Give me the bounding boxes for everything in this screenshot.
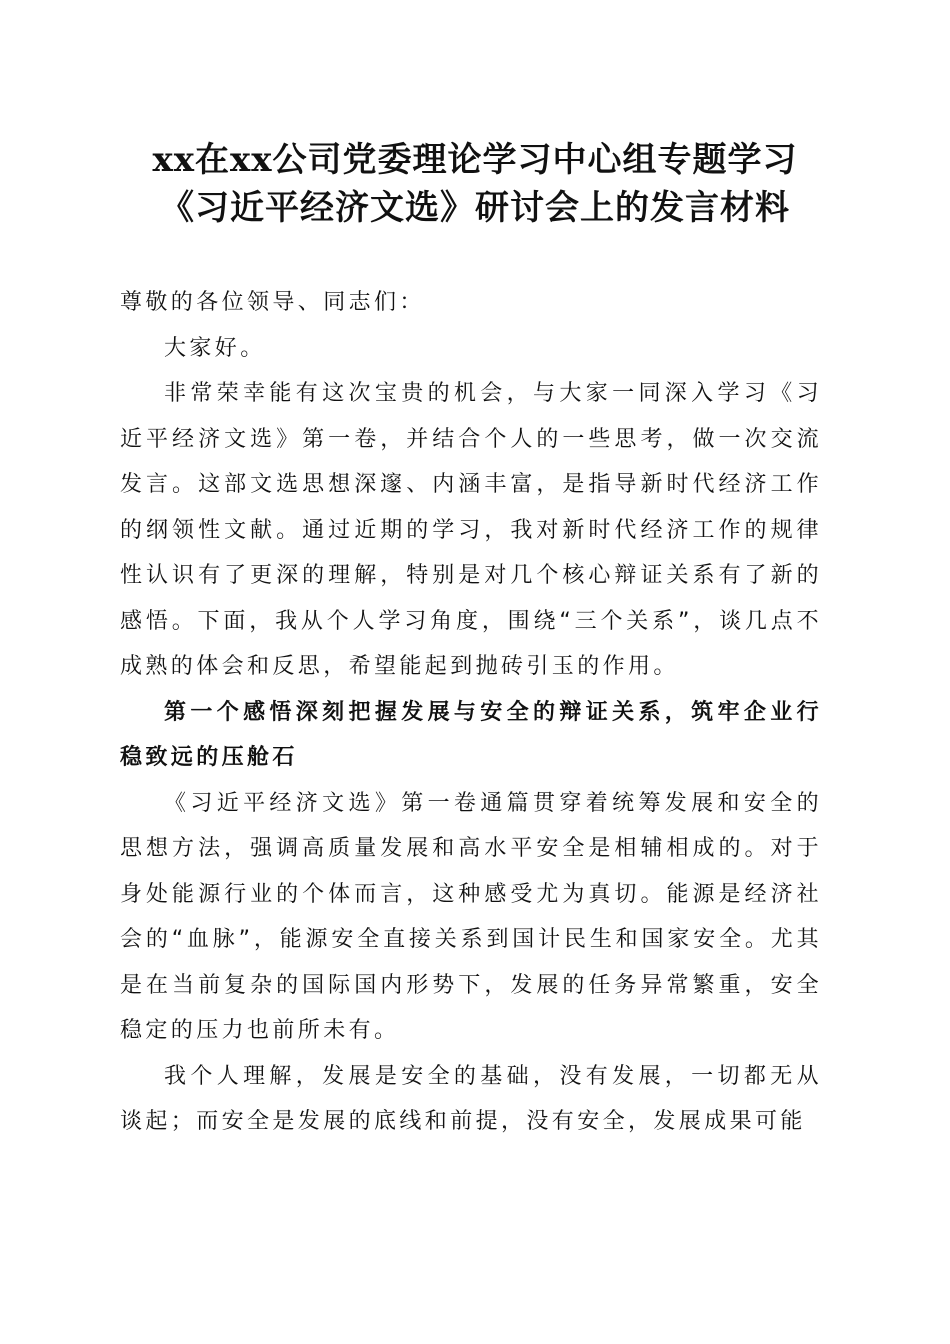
title-line-2: 《习近平经济文选》研讨会上的发言材料 xyxy=(160,188,790,228)
salutation: 尊敬的各位领导、同志们： xyxy=(120,290,425,315)
body-paragraph: 《习近平经济文选》第一卷通篇贯穿着统筹发展和安全的思想方法，强调高质量发展和高水平安全是相辅相成的。对于身处能源行业的个体而言，这种感受尤为真切。能源是经济社会的“血脉”，能源安全直接关系到国计民生和国家安全。尤其是在当前复杂的国际国内形势下，发展的任务异常繁重，安全稳定的压力也前所未有。 xyxy=(120,790,822,1043)
section-heading: 第一个感悟深刻把握发展与安全的辩证关系，筑牢企业行稳致远的压舱石 xyxy=(120,699,822,770)
body-paragraph: 我个人理解，发展是安全的基础，没有发展，一切都无从谈起；而安全是发展的底线和前提，没有安全，发展成果可能 xyxy=(120,1063,822,1134)
greeting: 大家好。 xyxy=(164,335,266,361)
title-line-1: xx在xx公司党委理论学习中心组专题学习 xyxy=(152,140,798,180)
document-title xyxy=(120,136,830,232)
document-body xyxy=(120,280,822,1145)
intro-paragraph: 非常荣幸能有这次宝贵的机会，与大家一同深入学习《习近平经济文选》第一卷，并结合个人的一些思考，做一次交流发言。这部文选思想深邃、内涵丰富，是指导新时代经济工作的纲领性文献。通过近期的学习，我对新时代经济工作的规律性认识有了更深的理解，特别是对几个核心辩证关系有了新的感悟。下面，我从个人学习角度，围绕“三个关系”，谈几点不成熟的体会和反思，希望能起到抛砖引玉的作用。 xyxy=(120,381,822,679)
